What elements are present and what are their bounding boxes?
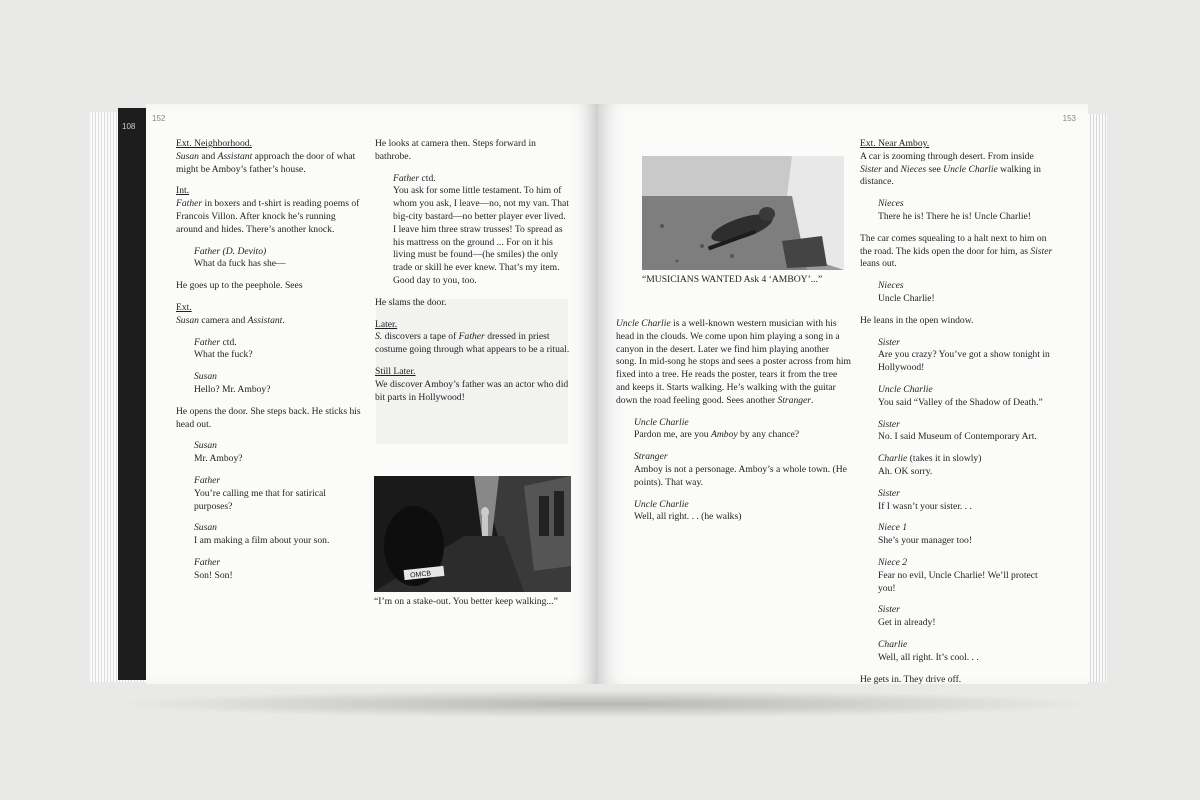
text: leans out.	[860, 258, 897, 270]
dialogue-block	[634, 451, 852, 489]
dialogue-block	[194, 371, 362, 397]
dialogue-line: No. I said Museum of Contemporary Art.	[878, 431, 1037, 443]
character-name: Uncle Charlie	[943, 163, 998, 175]
character-name: Sister	[860, 163, 882, 175]
text: discovers a tape of	[382, 331, 459, 343]
parenthetical: (takes it in slowly)	[907, 453, 982, 465]
speaker: Sister	[878, 418, 900, 430]
dialogue-line: Uncle Charlie!	[878, 292, 935, 304]
scene-int	[176, 185, 362, 236]
page-number-right: 153	[1062, 114, 1076, 123]
text: A car is zooming through desert. From inside	[860, 150, 1034, 162]
dialogue-block	[878, 522, 1056, 548]
dialogue-block	[194, 246, 362, 272]
dialogue-block	[393, 173, 571, 288]
text: see	[926, 163, 944, 175]
scene-ext	[176, 302, 362, 328]
dialogue-line: Mr. Amboy?	[194, 453, 243, 465]
character-name: S.	[375, 331, 383, 343]
desert-photo-image	[642, 156, 844, 270]
page-number-left: 152	[152, 114, 166, 123]
speaker: Nieces	[878, 198, 904, 210]
character-name: Father	[458, 331, 485, 343]
action-line: He goes up to the peephole. Sees	[176, 280, 303, 292]
scene-heading: Still Later.	[375, 365, 416, 377]
dialogue-line: You ask for some little testament. To him of whom you ask, I leave—no, not my van. That big-city bastard—no better player ever lived. I leave him three straw trusses! To spread as his mattress on the ground ... For on it his living must be found—(he smiles) the only trade or skill he ever knew. That’s my item. Good day to you, too.	[393, 185, 569, 286]
text: camera and	[198, 314, 248, 326]
character-name: Susan	[176, 150, 199, 162]
dialogue-block	[194, 440, 362, 466]
action-line: He opens the door. She steps back. He sticks his head out.	[176, 405, 361, 430]
character-name: Father	[176, 198, 203, 210]
dialogue-line: Ah. OK sorry.	[878, 465, 933, 477]
dialogue-line: Well, all right. It’s cool. . .	[878, 651, 979, 663]
dialogue-line: You said “Valley of the Shadow of Death.”	[878, 396, 1043, 408]
dialogue-line: What da fuck has she—	[194, 258, 286, 270]
speaker: Sister	[878, 604, 900, 616]
dialogue-block	[194, 522, 362, 548]
speaker: Charlie	[878, 453, 908, 465]
dialogue-block	[878, 419, 1056, 445]
dialogue-block	[194, 475, 362, 513]
text: ctd.	[419, 172, 436, 184]
dialogue-line: Are you crazy? You’ve got a show tonight in Hollywood!	[878, 349, 1050, 374]
character-name: Sister	[1030, 245, 1053, 257]
text: and	[881, 163, 901, 175]
dialogue-line: You’re calling me that for satirical purposes?	[194, 487, 326, 512]
speaker: Stranger	[634, 451, 668, 463]
action-line: He gets in. They drive off.	[860, 673, 962, 685]
left-column-1	[176, 138, 362, 592]
scene-heading: Ext. Near Amboy.	[860, 138, 930, 149]
speaker: Susan	[194, 522, 217, 534]
dialogue-line: If I wasn’t your sister. . .	[878, 500, 972, 512]
text: and	[198, 150, 218, 162]
text: The car comes squealing to a halt next to him on the road. The kids open the door for him, as	[860, 232, 1047, 257]
speaker: Susan	[194, 371, 217, 383]
speaker: Niece 2	[878, 556, 908, 568]
text: in boxers and t-shirt is reading poems of Francois Villon. After knock he’s running around and hides. There’s another knock.	[176, 198, 360, 235]
speaker: Uncle Charlie	[878, 383, 933, 395]
parenthetical: (D. Devito)	[220, 245, 267, 257]
dialogue-line: She’s your manager too!	[878, 535, 973, 547]
right-column-1	[616, 318, 852, 533]
scene-near-amboy	[860, 138, 1056, 189]
dialogue-line: Amboy is not a personage. Amboy’s a whole town. (He points). That way.	[634, 463, 847, 488]
speaker: Nieces	[878, 280, 904, 292]
right-column-2	[860, 138, 1056, 695]
dialogue-line: Hello? Mr. Amboy?	[194, 383, 271, 395]
scene-neighborhood	[176, 138, 362, 176]
speaker: Susan	[194, 440, 217, 452]
dialogue-block	[878, 604, 1056, 630]
dialogue-line: There he is! There he is! Uncle Charlie!	[878, 210, 1031, 222]
scene-still-later	[375, 366, 571, 404]
speaker: Father	[194, 245, 221, 257]
action-line	[860, 233, 1056, 271]
speaker: Uncle Charlie	[634, 498, 689, 510]
action-line: He looks at camera then. Steps forward in bathrobe.	[375, 138, 536, 162]
dialogue-block	[878, 198, 1056, 224]
text: .	[811, 394, 814, 406]
text: We discover Amboy’s father was an actor who did bit parts in Hollywood!	[375, 378, 569, 403]
right-page	[598, 104, 1088, 684]
dialogue-block	[878, 337, 1056, 375]
scene-heading: Ext.	[176, 301, 192, 313]
scene-heading: Ext. Neighborhood.	[176, 138, 252, 149]
text: is a well-known western musician with his head in the clouds. We come upon him playing a song in a canyon in the desert. Later we find him playing another song. In mid-song he stops and sees a poster across from him fixed into a tree. He reads the poster, tears it from the tree and keeps it. Starts walking. He’s walking with the guitar down the road feeling good. Sees another	[616, 318, 852, 406]
speaker: Father	[393, 172, 420, 184]
text: Pardon me, are you	[634, 429, 711, 441]
dialogue-block	[194, 337, 362, 363]
left-page	[146, 104, 598, 684]
speaker: Father	[194, 336, 221, 348]
speaker: Uncle Charlie	[634, 416, 689, 428]
dialogue-block	[634, 417, 852, 443]
action-line: He leans in the open window.	[860, 314, 974, 326]
character-name: Assistant	[217, 150, 253, 162]
speaker: Father	[194, 556, 221, 568]
subway-photo-image	[374, 476, 571, 592]
speaker: Father	[194, 474, 221, 486]
speaker: Niece 1	[878, 522, 908, 534]
subway-photo	[374, 476, 571, 592]
left-column-2	[375, 138, 571, 413]
dialogue-block	[634, 499, 852, 525]
scene-later	[375, 319, 571, 357]
photo-caption-left: “I’m on a stake-out. You better keep walking...”	[374, 596, 558, 607]
dialogue-line: Son! Son!	[194, 569, 233, 581]
narrative-paragraph	[616, 318, 852, 408]
text: ctd.	[220, 336, 237, 348]
speaker: Charlie	[878, 638, 908, 650]
svg-text:OMCB: OMCB	[409, 570, 432, 580]
dialogue-line: Fear no evil, Uncle Charlie! We’ll protect you!	[878, 569, 1038, 594]
dialogue-block	[878, 639, 1056, 665]
character-name: Susan	[176, 314, 199, 326]
speaker: Sister	[878, 336, 900, 348]
character-name: Assistant	[247, 314, 283, 326]
action-line: He slams the door.	[375, 296, 447, 308]
character-name: Amboy	[711, 429, 738, 441]
text: dressed in priest costume going through what appears to be a ritual.	[375, 331, 570, 356]
desert-photo	[642, 156, 844, 270]
scene-heading: Int.	[176, 185, 190, 197]
dialogue-line: Well, all right. . . (he walks)	[634, 511, 742, 523]
character-name: Stranger	[777, 394, 812, 406]
text: by any chance?	[737, 429, 800, 441]
text: walking in distance.	[860, 163, 1041, 188]
text: .	[282, 314, 285, 326]
dialogue-block	[878, 280, 1056, 306]
speaker: Sister	[878, 487, 900, 499]
character-name: Uncle Charlie	[616, 318, 671, 329]
strip-page-number: 108	[122, 122, 136, 131]
scene-heading: Later.	[375, 318, 398, 330]
dialogue-line: Get in already!	[878, 617, 936, 629]
photo-caption-right: “MUSICIANS WANTED Ask 4 ‘AMBOY’...”	[642, 274, 823, 285]
dialogue-block	[878, 384, 1056, 410]
character-name: Nieces	[900, 163, 927, 175]
dialogue-line: I am making a film about your son.	[194, 535, 330, 547]
dialogue-block	[878, 453, 1056, 479]
text: approach the door of what might be Amboy’s father’s house.	[176, 150, 356, 175]
dialogue-block	[194, 557, 362, 583]
dialogue-block	[878, 557, 1056, 595]
dialogue-line: What the fuck?	[194, 349, 253, 361]
right-page-edges	[1085, 114, 1107, 682]
dialogue-block	[878, 488, 1056, 514]
